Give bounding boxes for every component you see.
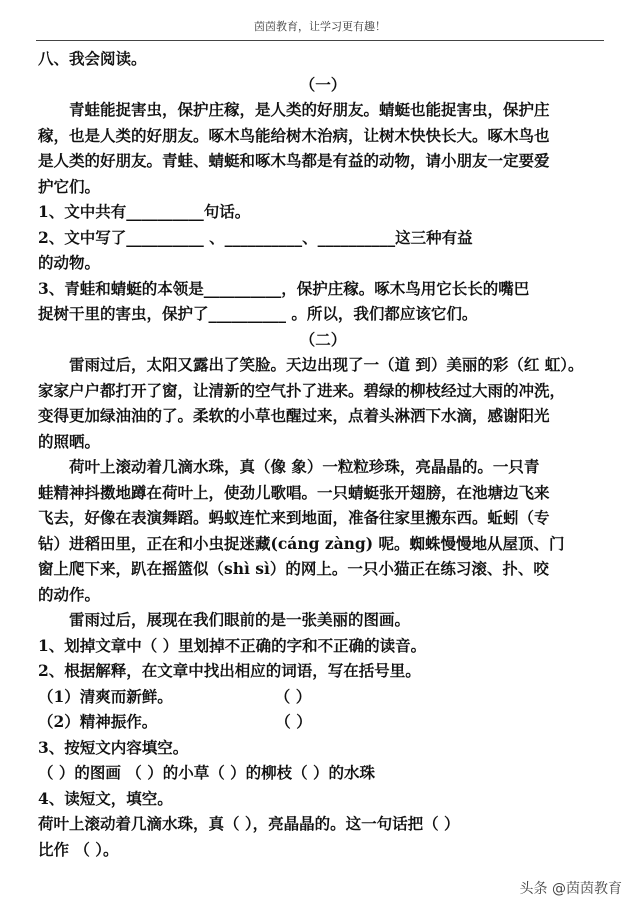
part2-question-2-item-2	[38, 709, 608, 735]
part2-passage-line: 的照晒。	[38, 431, 101, 451]
part2-passage-line: 飞去，好像在表演舞蹈。蚂蚁连忙来到地面，准备往家里搬东西。蚯蚓（专	[38, 508, 550, 527]
part2-question-4-cont[interactable]: 比作 （ ）。	[38, 839, 119, 859]
part2-passage-line: 蛙精神抖擞地蹲在荷叶上，使劲儿歌唱。一只蜻蜓张开翅膀，在池塘边飞来	[38, 482, 550, 502]
part1-passage-line: 青蛙能捉害虫，保护庄稼，是人类的好朋友。蜻蜓也能捉害虫，保护庄	[69, 100, 550, 119]
part2-question-2: 2、根据解释，在文章中找出相应的词语，写在括号里。	[38, 661, 421, 680]
section-title: 八、我会阅读。	[38, 49, 147, 68]
part1-question-3-cont: 捉树干里的害虫，保护了__________ 。所以，我们都应该它们。	[38, 304, 478, 323]
part1-passage-line: 是人类的好朋友。青蛙、蜻蜓和啄木鸟都是有益的动物，请小朋友一定要爱	[38, 151, 550, 170]
part2-question-4-sentence[interactable]: 荷叶上滚动着几滴水珠，真（ ），亮晶晶的。这一句话把（ ）	[38, 814, 460, 833]
part2-passage-line: 的动作。	[38, 584, 101, 604]
part1-heading: （一）	[299, 74, 347, 94]
part2-passage-line: 荷叶上滚动着几滴水珠，真（像 象）一粒粒珍珠，亮晶晶的。一只青	[69, 457, 540, 476]
part1-question-2: 2、文中写了__________ 、__________、__________这三种有益	[38, 227, 473, 247]
part2-passage-line: 家家户户都打开了窗，让清新的空气扑了进来。碧绿的柳枝经过大雨的冲洗，	[38, 380, 566, 400]
part2-heading: （二）	[299, 329, 347, 349]
part2-passage-line: 窗上爬下来，趴在摇篮似（shì sì）的网上。一只小猫正在练习滚、扑、咬	[38, 559, 549, 578]
part1-question-3: 3、青蛙和蜻蜓的本领是__________，保护庄稼。啄木鸟用它长长的嘴巴	[38, 278, 530, 298]
item-2-definition: （2）精神振作。	[38, 712, 158, 731]
part2-question-3-blanks[interactable]: （ ）的图画 （ ）的小草（ ）的柳枝（ ）的水珠	[38, 763, 375, 782]
header-divider	[36, 40, 604, 41]
part1-question-1: 1、文中共有__________句话。	[38, 202, 251, 221]
reading-section	[38, 46, 608, 862]
part1-question-2-cont: 的动物。	[38, 253, 101, 272]
part2-passage-line: 雷雨过后，展现在我们眼前的是一张美丽的图画。	[69, 610, 411, 629]
part2-passage-line: 雷雨过后，太阳又露出了笑脸。天边出现了一（道 到）美丽的彩（红 虹）。	[69, 355, 584, 374]
item-1-definition: （1）清爽而新鲜。	[38, 686, 173, 706]
part2-passage-line: 钻）进稻田里，正在和小虫捉迷藏(cáng zàng) 呢。蜘蛛慢慢地从屋顶、门	[38, 533, 565, 553]
item-1-answer-blank[interactable]: （ ）	[274, 686, 312, 706]
item-2-answer-blank[interactable]: （ ）	[275, 712, 312, 731]
part1-passage-line: 护它们。	[38, 176, 101, 196]
part2-question-3: 3、按短文内容填空。	[38, 737, 189, 757]
footer-watermark: 头条 @茵茵教育	[519, 881, 622, 897]
part2-question-4: 4、读短文，填空。	[38, 788, 173, 808]
part2-passage-line: 变得更加绿油油的了。柔软的小草也醒过来，点着头淋洒下水滴，感谢阳光	[38, 406, 550, 425]
part2-question-1: 1、划掉文章中（ ）里划掉不正确的字和不正确的读音。	[38, 635, 427, 655]
part2-question-2-item-1	[38, 684, 608, 710]
page-header: 茵茵教育，让学习更有趣！	[254, 20, 386, 33]
part1-passage-line: 稼，也是人类的好朋友。啄木鸟能给树木治病，让树木快快长大。啄木鸟也	[38, 125, 550, 145]
